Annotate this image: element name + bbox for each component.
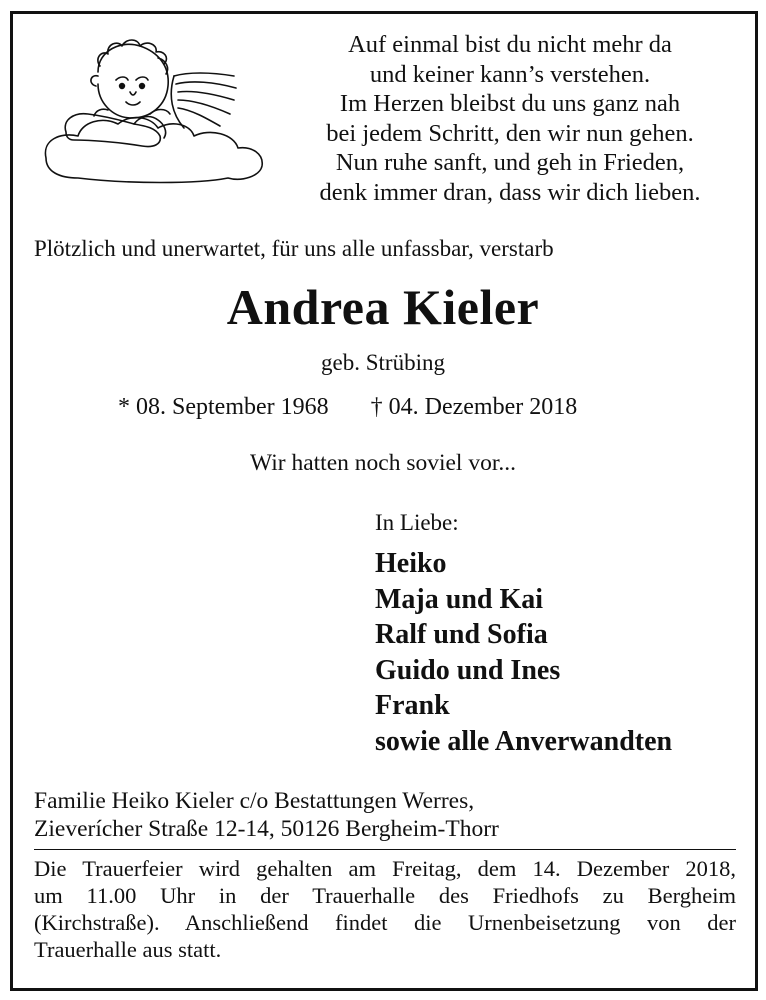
mourner-name: Heiko [375,548,447,579]
funeral-service-info [34,855,736,963]
mourners-label: In Liebe: [375,510,459,535]
mourner-name: Frank [375,690,450,721]
poem-line: Im Herzen bleibst du uns ganz nah [339,90,681,117]
poem-line: bei jedem Schritt, den wir nun gehen. [326,119,694,147]
service-line: um 11.00 Uhr in der Trauerhalle des Friedhofs zu Bergheim [34,883,736,908]
poem-line: Auf einmal bist du nicht mehr da [348,31,672,58]
intro-text: Plötzlich und unerwartet, für uns alle unfassbar, verstarb [34,236,554,261]
service-line: Trauerhalle aus statt. [34,937,222,962]
divider [34,849,736,850]
death-date: † 04. Dezember 2018 [370,394,578,420]
address-line: Familie Heiko Kieler c/o Bestattungen Werres, [34,788,475,814]
birth-name: geb. Strübing [321,350,445,375]
mourner-name: Guido und Ines [375,654,561,686]
deceased-name: Andrea Kieler [226,279,540,335]
family-address [34,787,499,843]
quote-text: Wir hatten noch soviel vor... [250,450,516,476]
cherub-angel-image [38,36,288,184]
address-line: Zieverícher Straße 12-14, 50126 Bergheim-Thorr [34,816,499,842]
mourner-name: Ralf und Sofia [375,619,548,650]
mourners-list [375,546,672,759]
life-dates [118,394,577,421]
poem-line: und keiner kann’s verstehen. [369,60,651,88]
service-line: (Kirchstraße). Anschließend findet die Urnenbeisetzung von der [34,910,736,935]
service-line: Die Trauerfeier wird gehalten am Freitag, dem 14. Dezember 2018, [34,856,736,881]
birth-date: * 08. September 1968 [118,394,329,420]
poem [280,30,740,207]
mourner-name: sowie alle Anverwandten [375,725,673,757]
poem-line: denk immer dran, dass wir dich lieben. [319,178,701,206]
poem-line: Nun ruhe sanft, und geh in Frieden, [335,149,685,176]
mourner-name: Maja und Kai [375,583,544,615]
